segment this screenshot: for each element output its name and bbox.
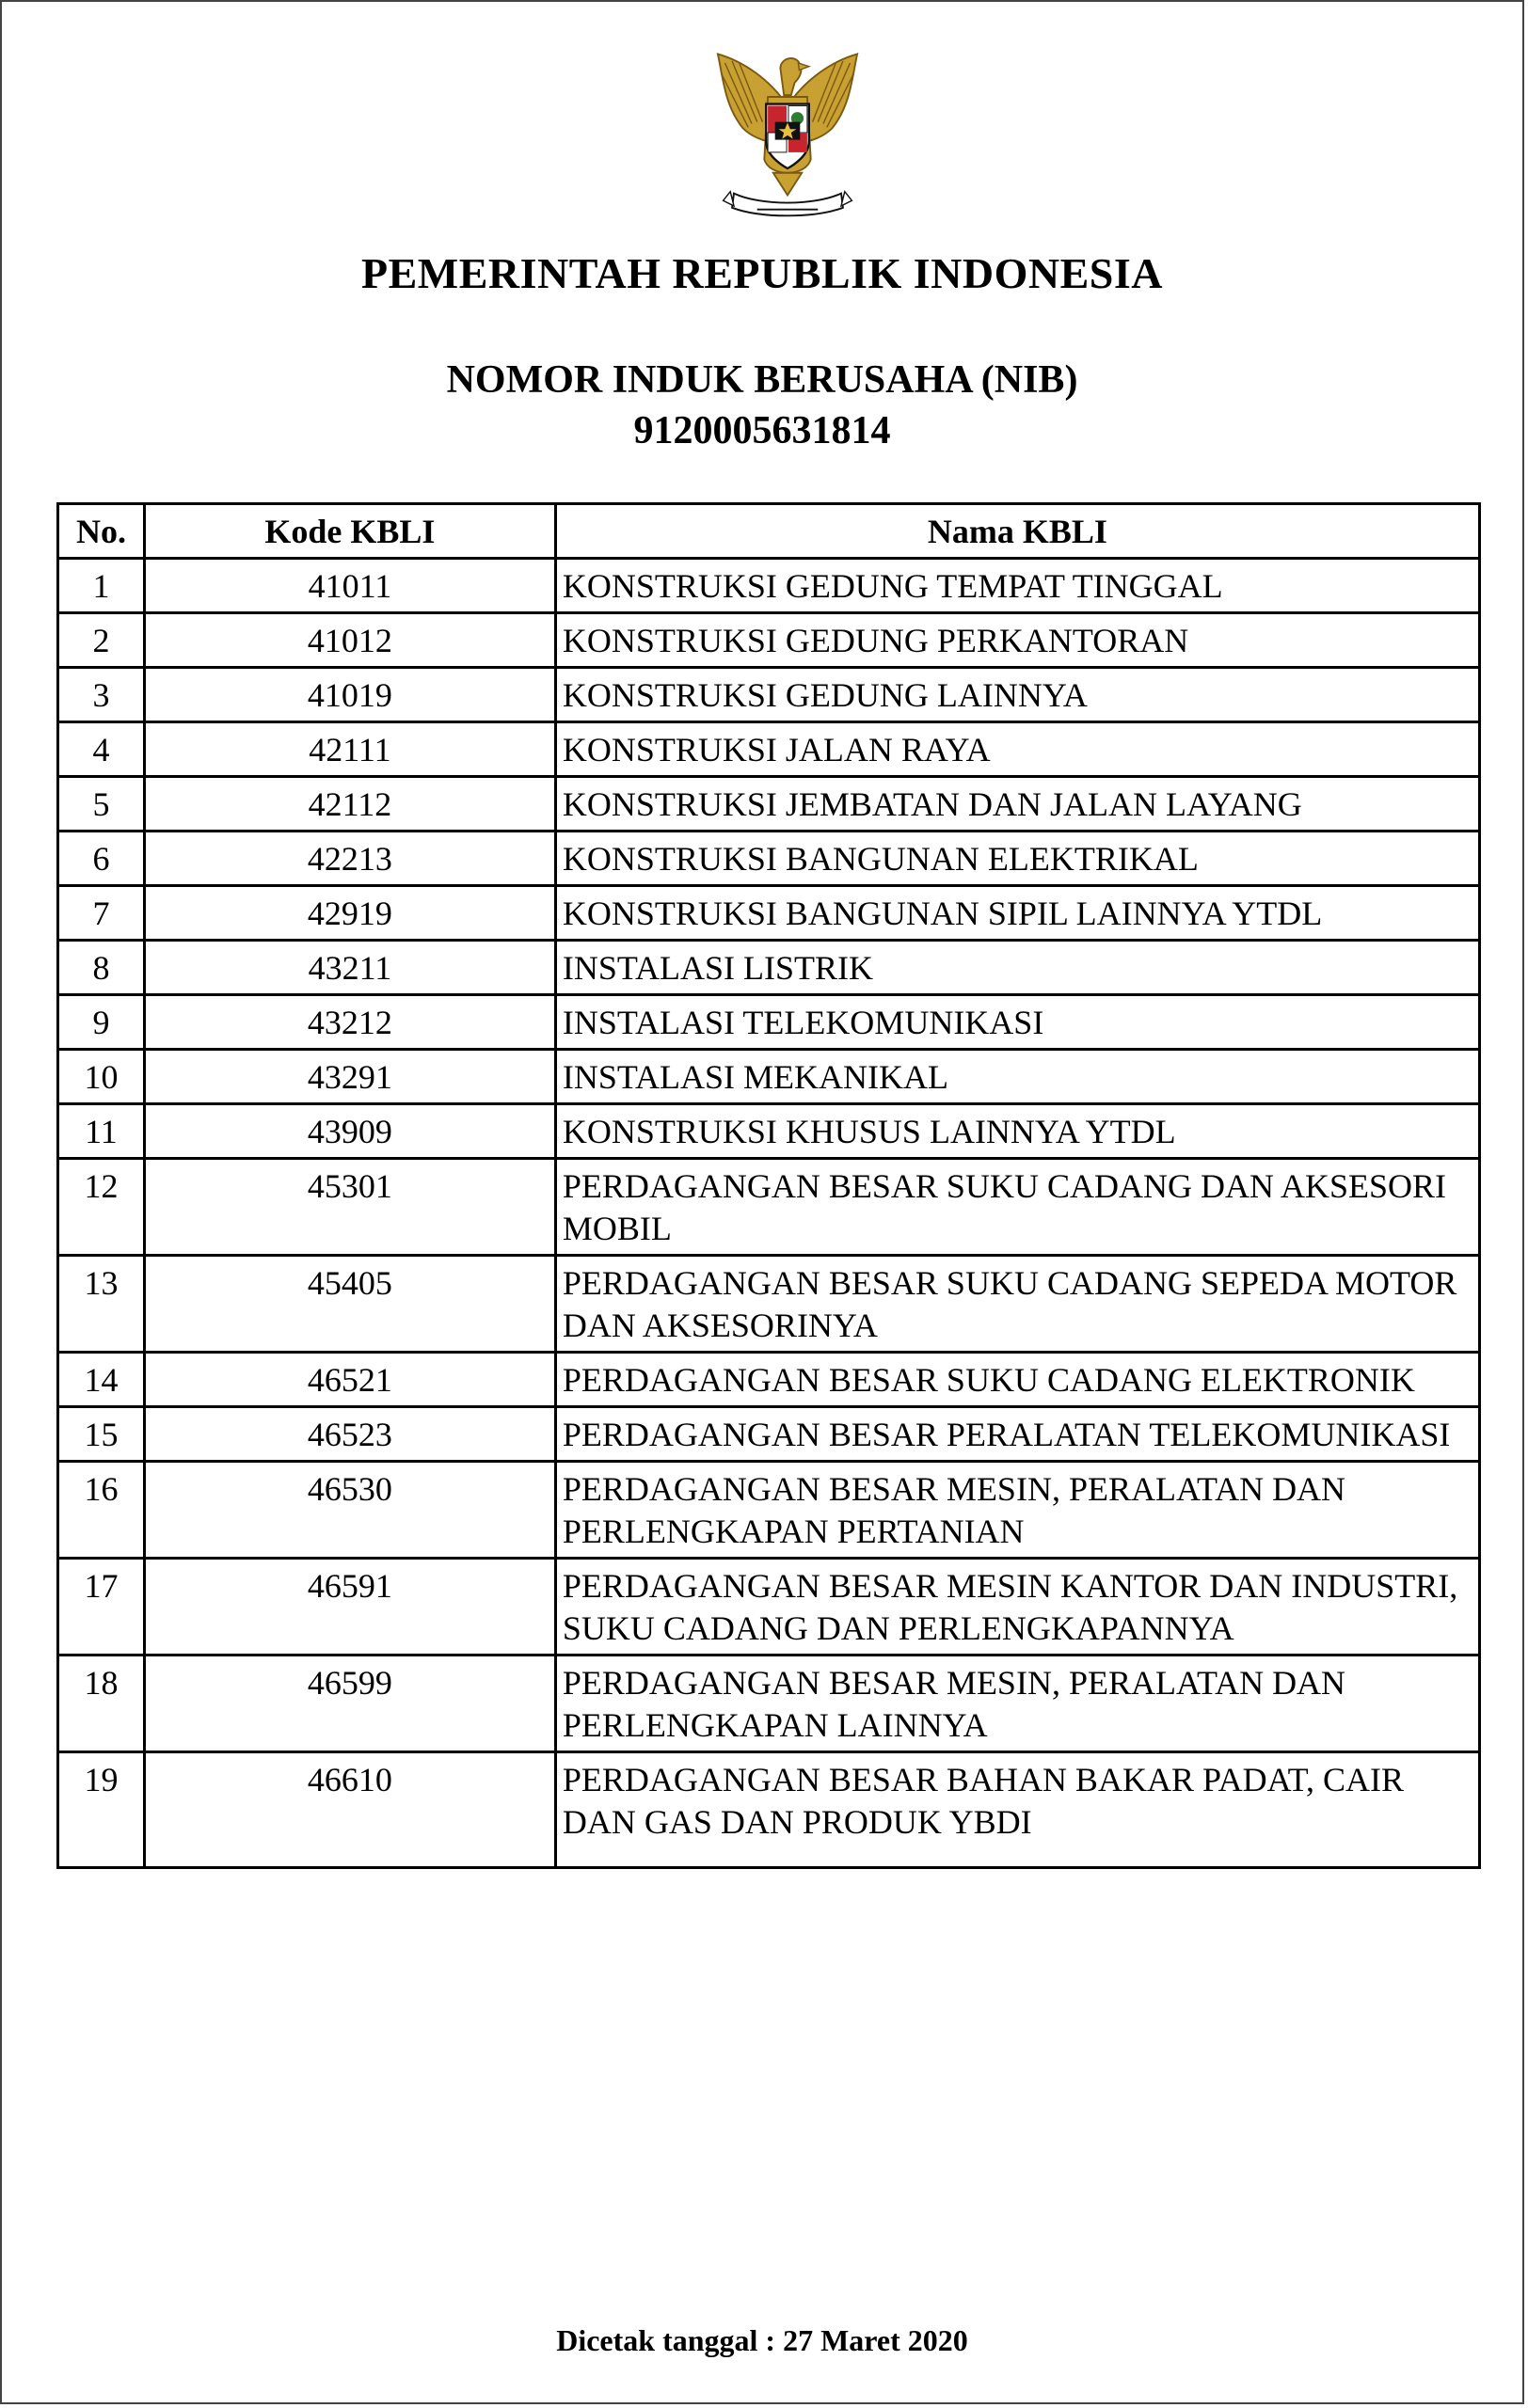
row-nama: INSTALASI TELEKOMUNIKASI <box>555 995 1479 1050</box>
table-row <box>58 1050 1480 1104</box>
row-kode: 41011 <box>144 559 555 613</box>
column-header-no: No. <box>58 504 145 559</box>
row-kode: 45405 <box>144 1256 555 1353</box>
row-no: 12 <box>58 1159 145 1256</box>
row-nama: KONSTRUKSI GEDUNG PERKANTORAN <box>555 613 1479 668</box>
row-kode: 46523 <box>144 1407 555 1462</box>
row-no: 18 <box>58 1656 145 1752</box>
row-nama: KONSTRUKSI JALAN RAYA <box>555 722 1479 777</box>
row-kode: 42112 <box>144 777 555 832</box>
table-row <box>58 886 1480 941</box>
row-kode: 46599 <box>144 1656 555 1752</box>
column-header-kode: Kode KBLI <box>144 504 555 559</box>
row-nama: PERDAGANGAN BESAR MESIN KANTOR DAN INDUSTRI, SUKU CADANG DAN PERLENGKAPANNYA <box>555 1559 1479 1656</box>
row-no: 3 <box>58 668 145 722</box>
government-title: PEMERINTAH REPUBLIK INDONESIA <box>361 249 1163 297</box>
row-nama: PERDAGANGAN BESAR SUKU CADANG SEPEDA MOTOR DAN AKSESORINYA <box>555 1256 1479 1353</box>
printed-date: Dicetak tanggal : 27 Maret 2020 <box>556 2323 968 2357</box>
table-header-row <box>58 504 1480 559</box>
table-row <box>58 1407 1480 1462</box>
row-nama: PERDAGANGAN BESAR SUKU CADANG DAN AKSESORI MOBIL <box>555 1159 1479 1256</box>
row-no: 14 <box>58 1353 145 1407</box>
nib-number: 9120005631814 <box>633 409 891 452</box>
table-row <box>58 1462 1480 1559</box>
row-nama: KONSTRUKSI BANGUNAN ELEKTRIKAL <box>555 832 1479 886</box>
row-nama: KONSTRUKSI KHUSUS LAINNYA YTDL <box>555 1104 1479 1159</box>
row-kode: 46530 <box>144 1462 555 1559</box>
row-no: 17 <box>58 1559 145 1656</box>
garuda-pancasila-emblem-icon <box>698 43 877 222</box>
table-row <box>58 832 1480 886</box>
table-row <box>58 1559 1480 1656</box>
row-no: 1 <box>58 559 145 613</box>
row-no: 15 <box>58 1407 145 1462</box>
row-no: 11 <box>58 1104 145 1159</box>
table-row <box>58 995 1480 1050</box>
row-nama: KONSTRUKSI GEDUNG TEMPAT TINGGAL <box>555 559 1479 613</box>
row-kode: 41019 <box>144 668 555 722</box>
row-nama: PERDAGANGAN BESAR SUKU CADANG ELEKTRONIK <box>555 1353 1479 1407</box>
row-nama: KONSTRUKSI JEMBATAN DAN JALAN LAYANG <box>555 777 1479 832</box>
row-no: 19 <box>58 1752 145 1868</box>
table-row <box>58 1656 1480 1752</box>
row-kode: 43212 <box>144 995 555 1050</box>
row-nama: PERDAGANGAN BESAR PERALATAN TELEKOMUNIKASI <box>555 1407 1479 1462</box>
row-no: 5 <box>58 777 145 832</box>
table-row <box>58 613 1480 668</box>
row-nama: PERDAGANGAN BESAR MESIN, PERALATAN DAN PERLENGKAPAN PERTANIAN <box>555 1462 1479 1559</box>
table-row <box>58 1104 1480 1159</box>
row-kode: 46521 <box>144 1353 555 1407</box>
table-row <box>58 668 1480 722</box>
row-kode: 43291 <box>144 1050 555 1104</box>
row-no: 8 <box>58 941 145 995</box>
row-no: 4 <box>58 722 145 777</box>
table-row <box>58 559 1480 613</box>
row-kode: 42111 <box>144 722 555 777</box>
row-kode: 42213 <box>144 832 555 886</box>
table-row <box>58 722 1480 777</box>
row-nama: KONSTRUKSI BANGUNAN SIPIL LAINNYA YTDL <box>555 886 1479 941</box>
row-kode: 45301 <box>144 1159 555 1256</box>
row-nama: PERDAGANGAN BESAR BAHAN BAKAR PADAT, CAIR DAN GAS DAN PRODUK YBDI <box>555 1752 1479 1868</box>
row-kode: 43211 <box>144 941 555 995</box>
table-row <box>58 1752 1480 1868</box>
row-nama: KONSTRUKSI GEDUNG LAINNYA <box>555 668 1479 722</box>
table-row <box>58 777 1480 832</box>
row-no: 10 <box>58 1050 145 1104</box>
row-no: 6 <box>58 832 145 886</box>
row-no: 9 <box>58 995 145 1050</box>
row-kode: 42919 <box>144 886 555 941</box>
row-kode: 41012 <box>144 613 555 668</box>
row-no: 7 <box>58 886 145 941</box>
nib-title: NOMOR INDUK BERUSAHA (NIB) <box>446 358 1078 402</box>
row-nama: INSTALASI LISTRIK <box>555 941 1479 995</box>
row-no: 13 <box>58 1256 145 1353</box>
row-nama: PERDAGANGAN BESAR MESIN, PERALATAN DAN PERLENGKAPAN LAINNYA <box>555 1656 1479 1752</box>
kbli-table <box>56 502 1481 1869</box>
table-row <box>58 1353 1480 1407</box>
row-nama: INSTALASI MEKANIKAL <box>555 1050 1479 1104</box>
row-no: 2 <box>58 613 145 668</box>
table-row <box>58 941 1480 995</box>
row-kode: 46610 <box>144 1752 555 1868</box>
table-row <box>58 1256 1480 1353</box>
column-header-nama: Nama KBLI <box>555 504 1479 559</box>
table-row <box>58 1159 1480 1256</box>
row-kode: 46591 <box>144 1559 555 1656</box>
row-kode: 43909 <box>144 1104 555 1159</box>
row-no: 16 <box>58 1462 145 1559</box>
